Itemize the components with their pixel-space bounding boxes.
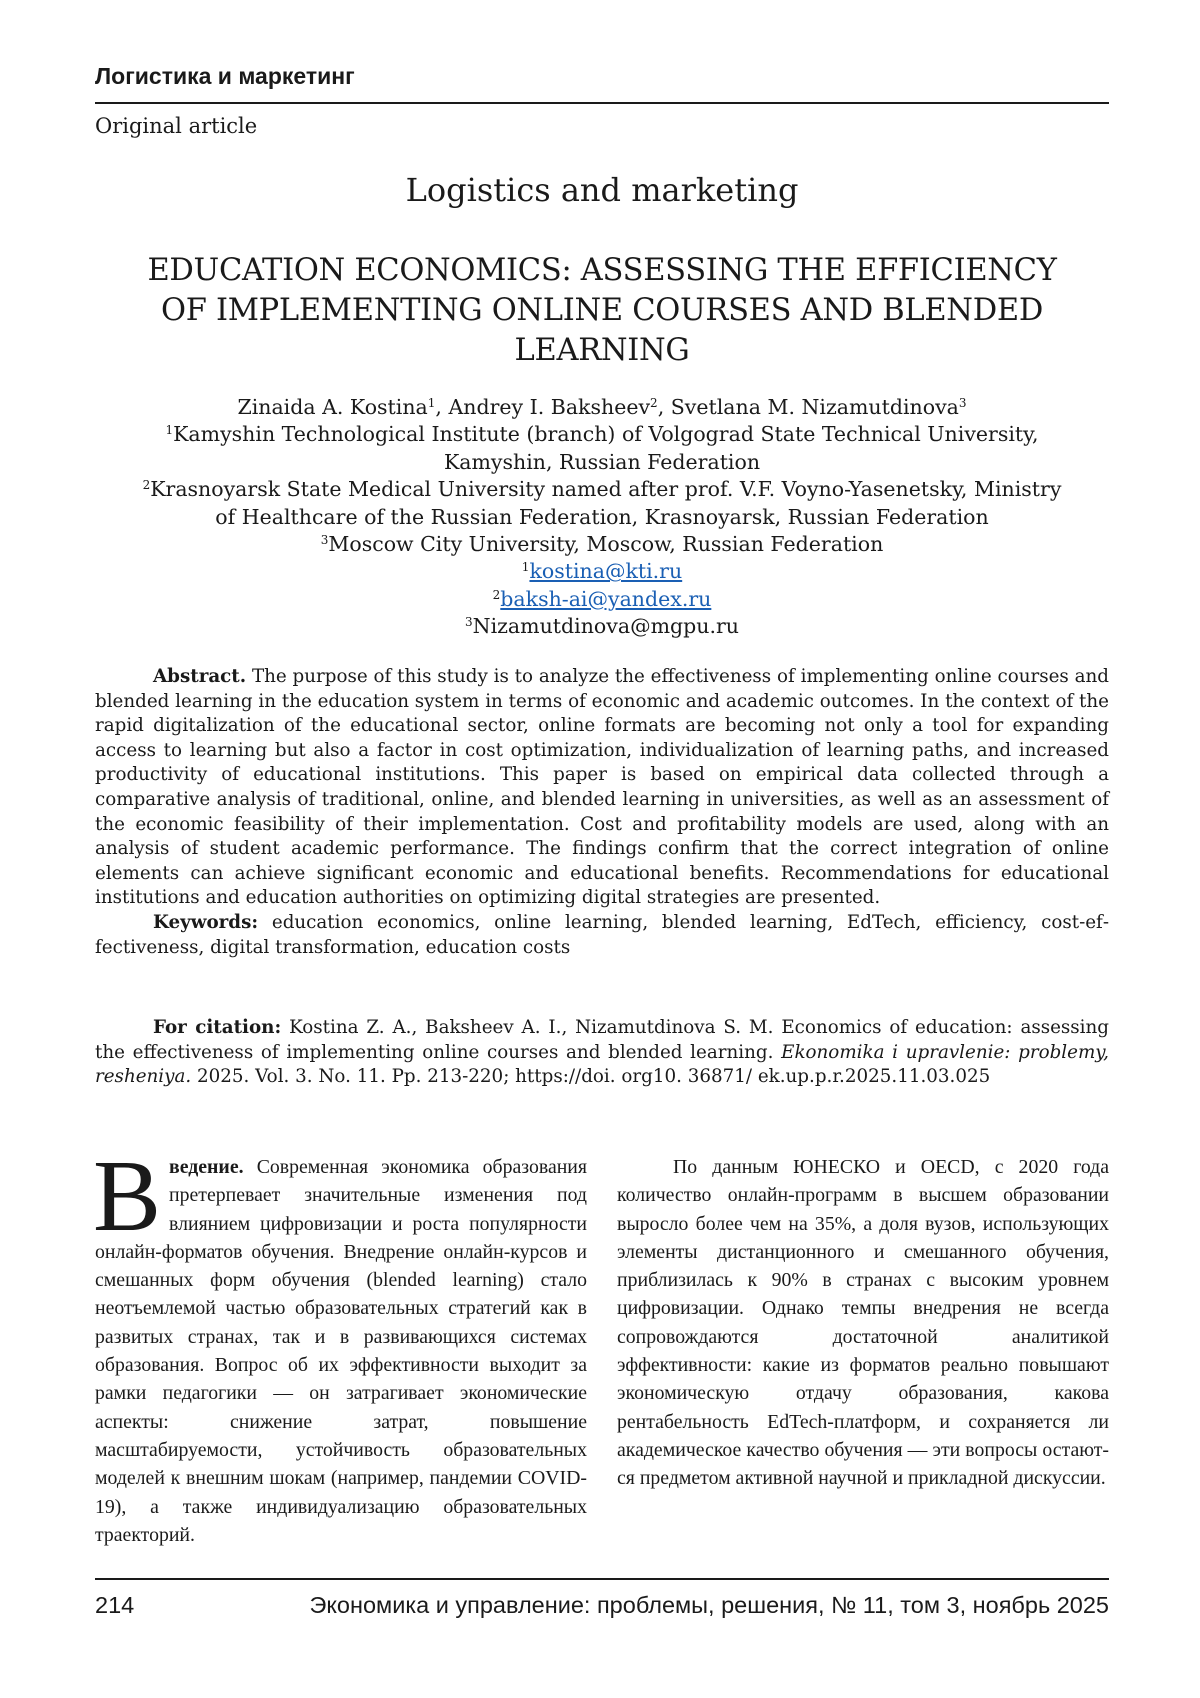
citation-paragraph [95,1016,1109,1090]
email-nizamutdinova: Nizamutdinova@mgpu.ru [472,614,739,639]
keywords-label: Keywords: [153,911,259,933]
email-link-baksheev[interactable]: baksh-ai@yandex.ru [500,586,712,611]
email-1: $^1$kostina@kti.ru [521,559,683,584]
citation-text: Kostina Z. A., Baksheev A. I., Nizamutdinova S. M. Economics of education: assessing the effectiveness of implementing online courses and blended learning. [95,1017,1110,1063]
citation-label: For citation: [153,1017,282,1038]
article-type: Original article [95,114,258,138]
body-column-right [617,1153,1109,1493]
abstract-label: Abstract. [153,666,247,687]
intro-lead-word: ведение. [169,1156,244,1178]
citation-section [95,1016,1109,1090]
keywords-paragraph [95,911,1109,960]
abstract-text: The purpose of this study is to analyze the effectiveness of implementing online courses and blended learning in the education system in terms of economic and academic outcomes. In the context of the rapid digitalization of the educational sector, online formats are becoming not only a tool for expanding access to learning but also a factor in cost optimization, individualization of learning paths, and increased productivity of educational institutions. This paper is based on empirical data collected through a comparative analysis of traditional, online, and blended learning in universities, as well as an assessment of the economic feasibility of their implementation. Cost and profitability models are used, along with an analysis of student academic performance. The findings confirm that the correct integration of online elements can achieve significant economic and educational benefits. Recommendations for educational institutions and education authorities on optimizing digital strategies are presented. [95,666,1109,909]
abstract-section [95,665,1109,960]
affiliation-3: $^3$Moscow City University, Moscow, Russian Federation [320,532,884,557]
body-column-left [93,1140,587,1549]
header-rule [95,102,1109,104]
author-name: Andrey I. Baksheev [448,395,651,419]
intro-paragraph [93,1140,587,1549]
author-name: Svetlana M. Nizamutdinova [670,395,959,419]
footer-rule [95,1578,1109,1580]
author-sup: 3 [958,396,967,410]
author-name: Zinaida A. Kostina [237,395,428,419]
title-line: EDUCATION ECONOMICS: ASSESSING THE EFFICIENCY [147,253,1057,288]
email-3: $^3$Nizamutdinova@mgpu.ru [465,614,739,639]
author-names: Zinaida A. Kostina$^1$, Andrey I. Baksheev$^2$, Svetlana M. Nizamutdinova$^3$ [237,395,967,419]
drop-cap: В [93,1140,162,1253]
running-head: Логистика и маркетинг [95,63,355,89]
intro-text: Современная экономика образования претерпевает значительные изменения под влиянием цифровизации и роста популярности онлайн-форматов обучения. Внедрение онлайн-курсов и смешанных форм обучения (blended learning) стало неотъемлемой частью образовательных стратегий как в развитых странах, так и в развивающихся системах образования. Вопрос об их эффективности выходит за рамки педагогики — он затрагивает экономические аспекты: снижение затрат, повышение масштабируемости, устойчивость образовательных моделей к внешним шокам (например, пандемии COVID-19), а также индивидуализацию образовательных траекторий. [95,1156,587,1546]
citation-details: 2025. Vol. 3. No. 11. Pp. 213-220; https://doi. org10. 36871/ ek.up.p.r.2025.11.03.025 [197,1066,991,1088]
email-2: $^2$baksh-ai@yandex.ru [492,586,712,611]
citation-journal: Ekonomika i upravlenie: problemy, resheniya. [95,1041,1109,1088]
section-title: Logistics and marketing [405,171,799,209]
affiliation-2: $^2$Krasnoyarsk State Medical University named after prof. V.F. Voyno-Yasenetsky, Ministry [142,477,1062,502]
affiliation-1: $^1$Kamyshin Technological Institute (branch) of Volgograd State Technical University, [165,422,1039,447]
body-paragraph: По данным ЮНЕСКО и OECD, с 2020 года количество онлайн-программ в высшем образовании выросло более чем на 35%, а доля вузов, использующих элементы дистанционного и смешанного обучения, приблизилась к 90% в странах с высоким уровнем цифровизации. Однако темпы внедрения не всегда сопровождаются достаточной аналитикой эффективности: какие из форматов реально повышают экономическую отдачу образования, какова рентабельность EdTech-платформ, и сохраняется ли академическое качество обучения — эти вопросы остаются предметом активной научной и прикладной дискуссии. [617,1156,1109,1490]
affiliation-1-cont: Kamyshin, Russian Federation [443,449,761,474]
journal-footer: Экономика и управление: проблемы, решения, № 11, том 3, ноябрь 2025 [309,1592,1109,1618]
author-sup: 1 [427,396,436,410]
authors-block [90,394,1114,641]
email-link-kostina[interactable]: kostina@kti.ru [529,559,683,584]
affiliation-2-cont: of Healthcare of the Russian Federation, Krasnoyarsk, Russian Federation [215,504,989,529]
page-number: 214 [95,1592,135,1618]
author-sup: 2 [650,396,658,410]
title-line: LEARNING [514,333,690,368]
keywords-text: education economics, online learning, blended learning, EdTech, efficiency, cost-effectiveness, digital transformation, education costs [95,911,1110,958]
title-line: OF IMPLEMENTING ONLINE COURSES AND BLENDED [161,293,1043,328]
article-title [95,251,1109,371]
abstract-paragraph [95,665,1109,911]
